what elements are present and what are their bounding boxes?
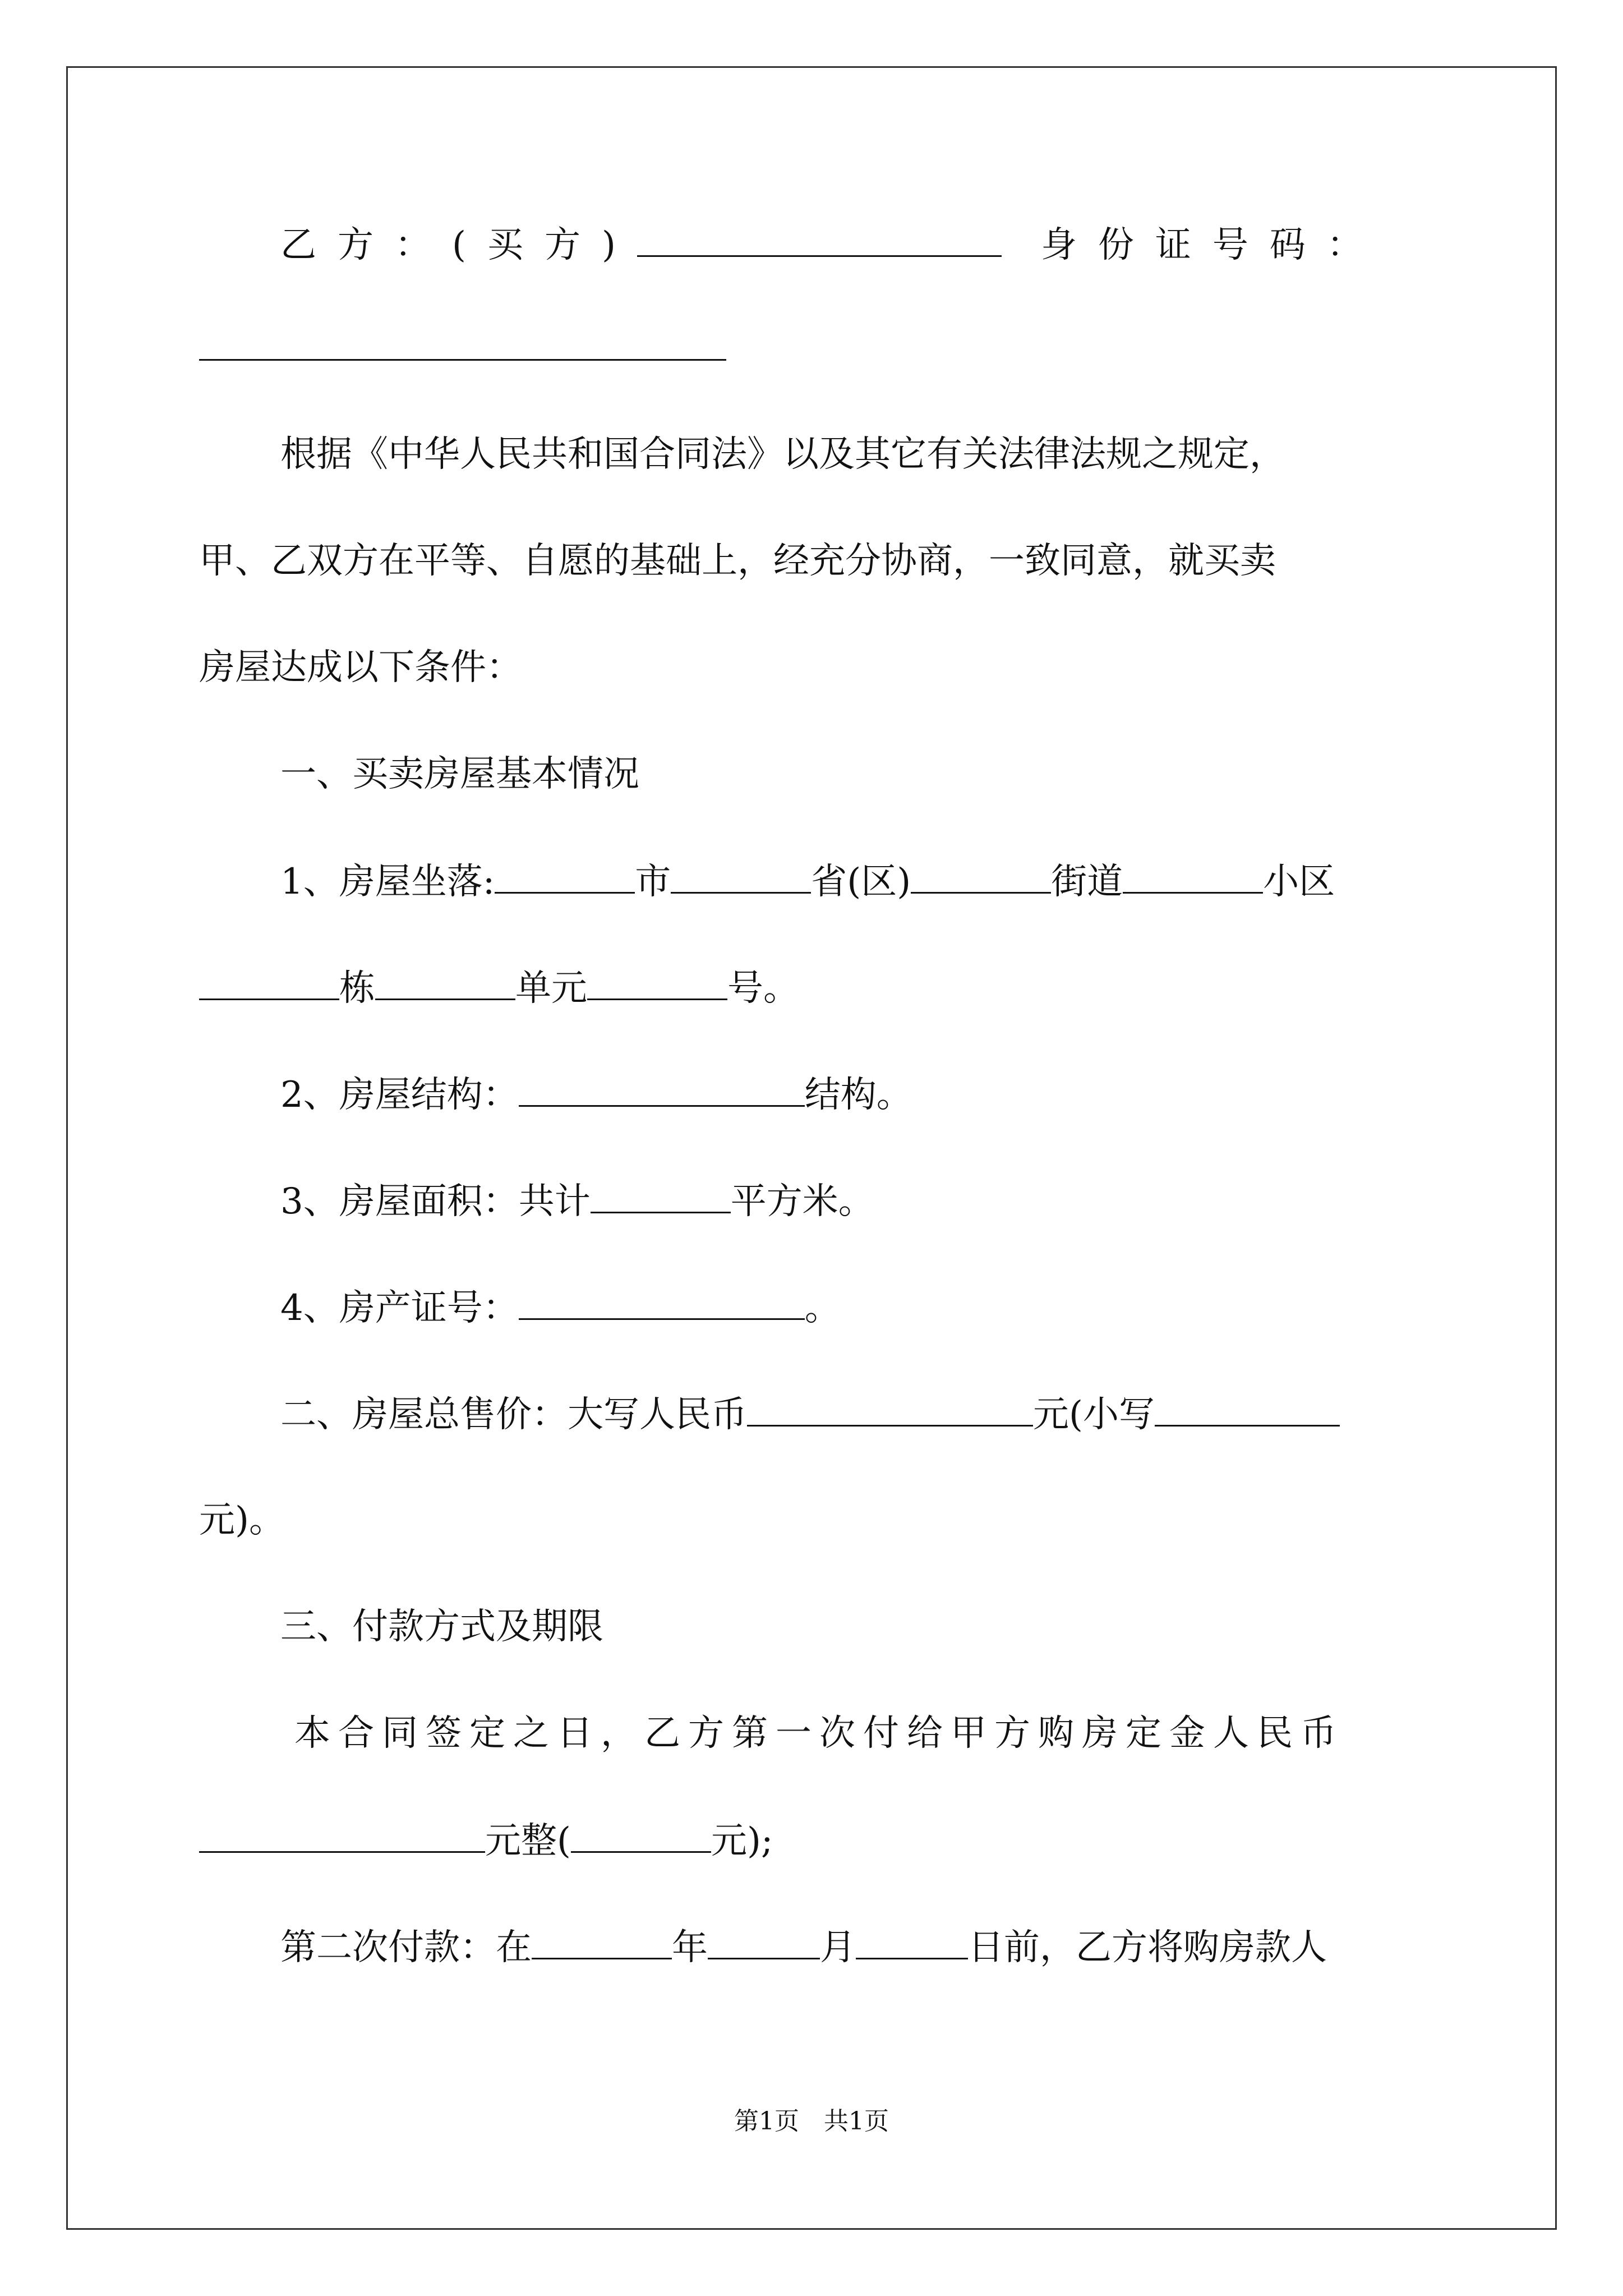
section3-title-text: 三、付款方式及期限 [280,1606,603,1648]
area-blank[interactable] [591,1172,731,1213]
page-footer [0,2101,1623,2137]
year-label: 年 [672,1927,708,1968]
community-blank[interactable] [1123,853,1263,894]
second-payment-line [280,1918,1327,1975]
party-b-name-blank[interactable] [637,216,1002,257]
building-line [199,959,799,1015]
party-b-line [280,216,1384,272]
price-line [280,1386,1340,1442]
deposit-words-blank[interactable] [199,1812,485,1853]
province-label: 省(区) [811,861,911,903]
deposit-suffix-a: 元整( [485,1820,571,1862]
second-payment-tail: 日前，乙方将购房款人 [968,1927,1327,1968]
preamble-line-1 [280,426,1285,482]
unit-blank[interactable] [375,959,515,1000]
price-label: 二、房屋总售价：大写人民币 [280,1394,747,1435]
first-payment-line [294,1705,1344,1761]
price-end-line [199,1492,285,1548]
province-blank[interactable] [671,853,811,894]
location-line [280,853,1335,909]
area-suffix: 平方米。 [730,1181,874,1222]
street-label: 街道 [1051,861,1123,903]
party-b-label: 乙方：(买方) [280,224,637,266]
number-blank[interactable] [587,959,727,1000]
page-number: 第1页 共1页 [734,2107,889,2136]
party-b-id-blank[interactable] [199,320,726,361]
building-label: 栋 [339,968,375,1009]
month-blank[interactable] [708,1918,820,1959]
page-frame [66,66,1557,2230]
first-payment-text: 本合同签定之日，乙方第一次付给甲方购房定金人民币 [294,1713,1344,1754]
party-b-id-label: 身份证号码： [1040,224,1384,266]
price-words-blank[interactable] [747,1386,1033,1427]
unit-label: 单元 [515,968,587,1009]
area-label: 3、房屋面积：共计 [280,1181,591,1222]
month-label: 月 [820,1927,856,1968]
preamble-line-3 [199,639,522,696]
area-line [280,1172,874,1228]
day-blank[interactable] [856,1918,968,1959]
section3-title [280,1599,603,1655]
party-b-id-line [199,320,726,376]
community-label: 小区 [1263,861,1335,903]
preamble-text-3: 房屋达成以下条件： [199,647,522,688]
number-label: 号。 [727,968,799,1009]
preamble-text-1: 根据《中华人民共和国合同法》以及其它有关法律法规之规定， [280,434,1285,475]
deposit-number-blank[interactable] [571,1812,711,1853]
cert-suffix: 。 [804,1287,841,1329]
structure-line [280,1066,912,1122]
cert-line [280,1279,841,1335]
deposit-suffix-b: 元); [711,1820,773,1862]
section1-title [280,746,639,802]
first-payment-amount-line [199,1812,773,1868]
structure-label: 2、房屋结构： [280,1074,519,1116]
price-number-blank[interactable] [1155,1386,1340,1427]
preamble-line-2 [199,533,1276,589]
section1-title-text: 一、买卖房屋基本情况 [280,753,639,795]
second-payment-label: 第二次付款：在 [280,1927,532,1968]
city-blank[interactable] [495,853,635,894]
street-blank[interactable] [911,853,1051,894]
cert-label: 4、房产证号： [280,1287,519,1329]
year-blank[interactable] [532,1918,672,1959]
price-small-label: 元(小写 [1033,1394,1155,1435]
location-label: 1、房屋坐落: [280,861,495,903]
structure-suffix: 结构。 [804,1074,912,1116]
cert-blank[interactable] [519,1279,805,1320]
preamble-text-2: 甲、乙双方在平等、自愿的基础上，经充分协商，一致同意，就买卖 [199,540,1276,582]
building-blank[interactable] [199,959,339,1000]
structure-blank[interactable] [519,1066,805,1107]
price-end: 元)。 [199,1499,285,1541]
city-label: 市 [635,861,671,903]
